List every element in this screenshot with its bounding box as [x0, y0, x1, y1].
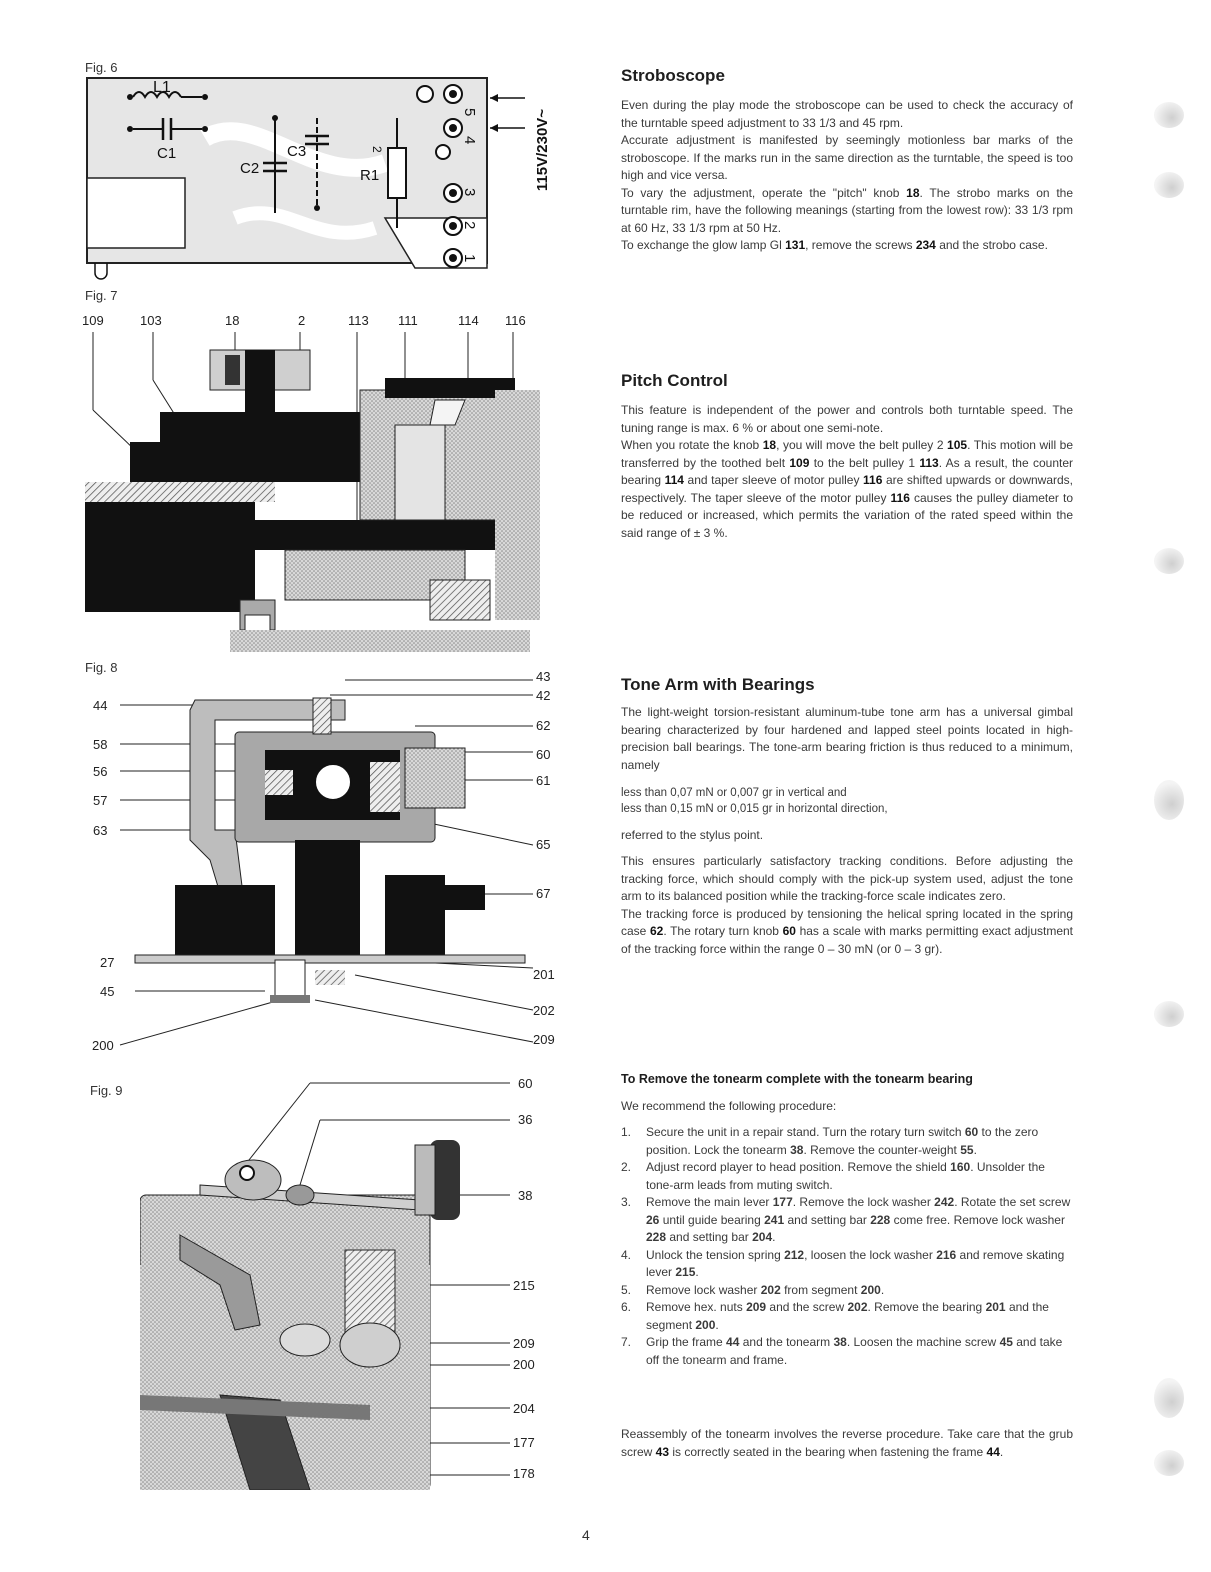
fig6-component-c2: C2 [240, 160, 260, 177]
tone-arm-p2: referred to the stylus point. [621, 828, 764, 842]
step-part-ref: 177 [772, 1195, 793, 1209]
procedure-step [621, 1282, 1073, 1300]
step-part-ref: 201 [985, 1300, 1006, 1314]
fig8-callout-65: 65 [536, 837, 551, 852]
stroboscope-p4-e: and the strobo case. [935, 238, 1048, 252]
fig8-callout-61: 61 [536, 773, 551, 788]
fig6-terminal-3: 3 [461, 188, 478, 197]
step-text: . [880, 1282, 885, 1297]
fig6-component-l1: L1 [153, 79, 171, 96]
step-part-ref: 202 [847, 1300, 868, 1314]
stroboscope-p3-ref: 18 [906, 185, 920, 200]
fig9-callout-178: 178 [513, 1466, 535, 1481]
procedure-step [621, 1334, 1073, 1369]
reassembly-ref-43: 43 [655, 1444, 670, 1459]
stroboscope-text [621, 97, 1073, 255]
step-part-ref: 216 [936, 1247, 957, 1262]
step-part-ref: 241 [764, 1212, 785, 1227]
step-part-ref: 38 [790, 1142, 804, 1157]
fig9-callout-204: 204 [513, 1401, 535, 1416]
pitch-t3: . This motion will be transferred by the toothed belt [621, 438, 1073, 470]
step-part-ref: 212 [784, 1247, 805, 1262]
fig6-component-c3: C3 [287, 143, 307, 160]
fig9-callout-215: 215 [513, 1278, 535, 1293]
fig8-tonearm-bearing-drawing [115, 670, 535, 1050]
fig8-callout-56: 56 [93, 764, 108, 779]
procedure-step [621, 1194, 1073, 1247]
fig6-label: Fig. 6 [85, 60, 118, 75]
step-part-ref: 60 [964, 1125, 979, 1139]
fig9-callout-209: 209 [513, 1336, 535, 1351]
reassembly-t3: . [999, 1444, 1004, 1459]
step-part-ref: 228 [870, 1212, 891, 1227]
remove-tonearm-intro: We recommend the following procedure: [621, 1099, 837, 1113]
fig8-callout-200: 200 [92, 1038, 114, 1053]
fig7-label: Fig. 7 [85, 288, 118, 303]
step-part-ref: 228 [646, 1230, 667, 1244]
step-text: . [695, 1265, 699, 1279]
tone-arm-t2: . The rotary turn knob [663, 924, 783, 938]
step-text: and remove skating lever [646, 1247, 1065, 1279]
pitch-t2: , you will move the belt pulley 2 [776, 438, 948, 452]
step-text: until guide bearing [659, 1212, 765, 1227]
fig9-callout-36: 36 [518, 1112, 533, 1127]
tone-arm-p3 [621, 853, 1073, 958]
fig6-terminal-2: 2 [461, 221, 478, 230]
step-text: and the segment [646, 1300, 1049, 1332]
fig7-callout-103: 103 [140, 313, 162, 328]
fig6-circuit-diagram [85, 68, 555, 283]
tone-arm-ref-60: 60 [782, 924, 796, 938]
step-text: Remove lock washer [646, 1282, 761, 1297]
fig7-callout-109: 109 [82, 313, 104, 328]
step-part-ref: 38 [833, 1335, 847, 1349]
fig7-callout-113: 113 [348, 313, 369, 328]
step-text: . Unsolder the tone-arm leads from muting switch. [646, 1160, 1045, 1192]
remove-tonearm-steps [621, 1124, 1073, 1369]
stroboscope-p3-c: . The strobo marks on the turntable rim, have the following meanings (starting from the lowest row): 33 1/3 rpm at 60 Hz, 33 1/3 rpm at 50 Hz. [621, 185, 1073, 235]
step-part-ref: 215 [675, 1265, 696, 1279]
step-part-ref: 209 [746, 1300, 767, 1314]
stroboscope-p4-a: To exchange the glow lamp Gl [621, 238, 786, 252]
tone-arm-horizontal-value: less than 0,15 mN or 0,015 gr in horizontal direction, [621, 803, 888, 815]
fig8-callout-60: 60 [536, 747, 551, 762]
fig9-callout-200: 200 [513, 1357, 535, 1372]
fig6-terminal-1: 1 [461, 254, 478, 263]
page-number: 4 [582, 1527, 590, 1543]
step-text: and setting bar [784, 1212, 871, 1227]
stroboscope-p4-c: , remove the screws [805, 238, 916, 252]
fig8-callout-43: 43 [536, 669, 551, 684]
step-part-ref: 160 [950, 1160, 971, 1174]
fig8-callout-62: 62 [536, 718, 551, 733]
fig9-callout-177: 177 [513, 1435, 535, 1450]
stroboscope-p1: Even during the play mode the stroboscope can be used to check the accuracy of the turntable speed adjustment to 33 1/3 and 45 rpm. [621, 98, 1073, 130]
step-part-ref: 26 [646, 1212, 660, 1227]
stroboscope-p3-a: To vary the adjustment, operate the "pitch" knob [621, 185, 907, 200]
step-text: . Remove the counter-weight [803, 1142, 961, 1157]
step-text: and the tonearm [739, 1335, 834, 1349]
fig8-callout-45: 45 [100, 984, 115, 999]
pitch-ref-105: 105 [947, 438, 968, 452]
fig6-component-c1: C1 [157, 145, 177, 162]
step-text: Grip the frame [646, 1335, 727, 1349]
step-text: . [715, 1317, 719, 1332]
fig6-voltage-label: 115V/230V~ [534, 108, 551, 192]
step-text: . [973, 1142, 977, 1157]
fig8-callout-58: 58 [93, 737, 108, 752]
step-text: , loosen the lock washer [804, 1247, 937, 1262]
step-text: to the zero position. Lock the tonearm [646, 1125, 1039, 1157]
step-part-ref: 200 [860, 1282, 881, 1297]
pitch-t6: and taper sleeve of motor pulley [683, 473, 864, 487]
punch-hole [1154, 1450, 1184, 1476]
reassembly-t2: is correctly seated in the bearing when fastening the frame [669, 1444, 987, 1459]
fig8-callout-202: 202 [533, 1003, 555, 1018]
step-part-ref: 242 [934, 1195, 955, 1209]
reassembly-ref-44: 44 [986, 1444, 1000, 1459]
stroboscope-heading: Stroboscope [621, 66, 725, 85]
pitch-control-text [621, 402, 1073, 542]
pitch-ref-109: 109 [789, 455, 810, 470]
tone-arm-heading: Tone Arm with Bearings [621, 675, 815, 694]
fig7-callout-114: 114 [458, 313, 479, 328]
step-text: come free. Remove lock washer [890, 1212, 1065, 1227]
step-text: . [772, 1230, 776, 1244]
tone-arm-vertical-value: less than 0,07 mN or 0,007 gr in vertical and [621, 787, 847, 799]
procedure-step [621, 1159, 1073, 1194]
tone-arm-p1: The light-weight torsion-resistant aluminum-tube tone arm has a universal gimbal bearing characterized by four hardened and lapped steel points located in high-precision ball bearings. The tone-arm bearing friction is thus reduced to a minimum, namely [621, 705, 1073, 772]
fig7-callout-111: 111 [398, 313, 418, 328]
fig8-callout-44: 44 [93, 698, 108, 713]
step-number: 7. [621, 1335, 632, 1349]
step-text: Unlock the tension spring [646, 1247, 785, 1262]
stroboscope-p4-ref2: 234 [915, 238, 936, 252]
fig7-callout-18: 18 [225, 313, 240, 328]
pitch-ref-114: 114 [664, 473, 684, 487]
pitch-ref-113: 113 [919, 455, 939, 470]
step-text: . Remove the bearing [867, 1300, 986, 1314]
punch-hole [1154, 1001, 1184, 1027]
punch-hole [1154, 102, 1184, 128]
fig9-callout-60: 60 [518, 1076, 533, 1091]
step-text: Remove hex. nuts [646, 1300, 747, 1314]
reassembly-text [621, 1426, 1073, 1461]
pitch-t5: . As a result, the counter bearing [621, 455, 1073, 487]
step-number: 1. [621, 1125, 632, 1139]
step-text: and the screw [766, 1300, 848, 1314]
tone-arm-ref-62: 62 [649, 924, 664, 938]
fig8-callout-63: 63 [93, 823, 108, 838]
step-text: Secure the unit in a repair stand. Turn the rotary turn switch [646, 1125, 965, 1139]
tone-arm-p3-text: This ensures particularly satisfactory tracking conditions. Before adjusting the tracking force, which should comply with the pick-up system used, adjust the tone arm to its balanced position while the tracking-force scale indicates zero. [621, 854, 1073, 903]
step-text: from segment [780, 1282, 861, 1297]
pitch-control-heading: Pitch Control [621, 371, 728, 390]
reassembly-t1: Reassembly of the tonearm involves the reverse procedure. Take care that the grub screw [621, 1427, 1073, 1459]
fig7-callout-116: 116 [505, 313, 526, 328]
step-text: Adjust record player to head position. Remove the shield [646, 1160, 951, 1174]
procedure-step [621, 1247, 1073, 1282]
pitch-t4: to the belt pulley 1 [809, 455, 920, 470]
step-part-ref: 55 [960, 1142, 974, 1157]
step-number: 5. [621, 1282, 632, 1297]
fig6-label-2: 2 [370, 146, 384, 153]
step-text: and setting bar [666, 1230, 753, 1244]
step-number: 3. [621, 1195, 632, 1209]
fig7-callout-2: 2 [298, 313, 306, 328]
fig6-terminal-4: 4 [461, 136, 478, 145]
procedure-step [621, 1299, 1073, 1334]
pitch-ref-116a: 116 [863, 473, 883, 487]
fig8-callout-67: 67 [536, 886, 551, 901]
pitch-p1: This feature is independent of the power and controls both turntable speed. The tuning range is max. 6 % or about one semi-note. [621, 403, 1073, 435]
fig9-tonearm-removal-drawing [140, 1075, 515, 1490]
fig8-callout-201: 201 [533, 967, 555, 982]
pitch-t8: causes the pulley diameter to be reduced or increased, which permits the variation of the rated speed within the said range of ± 3 %. [621, 490, 1073, 540]
pitch-t1: When you rotate the knob [621, 438, 763, 452]
fig9-callout-38: 38 [518, 1188, 533, 1203]
tone-arm-t3: has a scale with marks permitting exact adjustment of the tracking force within the range 0 – 30 mN (or 0 – 3 gr). [621, 924, 1074, 956]
step-part-ref: 204 [752, 1230, 773, 1244]
remove-tonearm-heading: To Remove the tonearm complete with the tonearm bearing [621, 1072, 973, 1086]
fig8-label: Fig. 8 [85, 660, 118, 675]
step-part-ref: 45 [999, 1335, 1013, 1349]
procedure-step [621, 1124, 1073, 1159]
stroboscope-p2: Accurate adjustment is manifested by seemingly motionless bar marks of the stroboscope. If the marks run in the same direction as the turntable, the speed is too high and vice versa. [621, 133, 1073, 182]
pitch-ref-18: 18 [762, 438, 777, 452]
fig6-terminal-5: 5 [461, 108, 478, 117]
pitch-t7: are shifted upwards or downwards, respectively. The taper sleeve of the motor pulley [621, 473, 1073, 505]
step-number: 2. [621, 1160, 632, 1174]
tone-arm-t1: The tracking force is produced by tensioning the helical spring located in the spring case [621, 906, 1073, 938]
step-number: 4. [621, 1247, 632, 1262]
fig7-pitch-mechanism-drawing [85, 330, 545, 655]
fig8-callout-42: 42 [536, 688, 551, 703]
step-text: . Loosen the machine screw [846, 1335, 1000, 1349]
fig8-callout-27: 27 [100, 955, 115, 970]
step-part-ref: 202 [760, 1282, 781, 1297]
step-part-ref: 44 [726, 1335, 740, 1349]
step-text: Remove the main lever [646, 1195, 773, 1209]
step-text: . Rotate the set screw [954, 1195, 1071, 1209]
fig8-callout-209: 209 [533, 1032, 555, 1047]
punch-hole [1154, 172, 1184, 198]
fig6-component-r1: R1 [360, 167, 380, 184]
punch-hole [1154, 780, 1184, 820]
step-text: . Remove the lock washer [792, 1195, 935, 1209]
step-number: 6. [621, 1300, 632, 1314]
fig9-label: Fig. 9 [90, 1083, 123, 1098]
pitch-ref-116b: 116 [890, 490, 910, 505]
fig8-callout-57: 57 [93, 793, 108, 808]
punch-hole [1154, 1378, 1184, 1418]
tone-arm-values [621, 785, 1073, 817]
step-text: and take off the tonearm and frame. [646, 1335, 1063, 1367]
punch-hole [1154, 548, 1184, 574]
step-part-ref: 200 [695, 1317, 716, 1332]
stroboscope-p4-ref1: 131 [785, 238, 806, 252]
